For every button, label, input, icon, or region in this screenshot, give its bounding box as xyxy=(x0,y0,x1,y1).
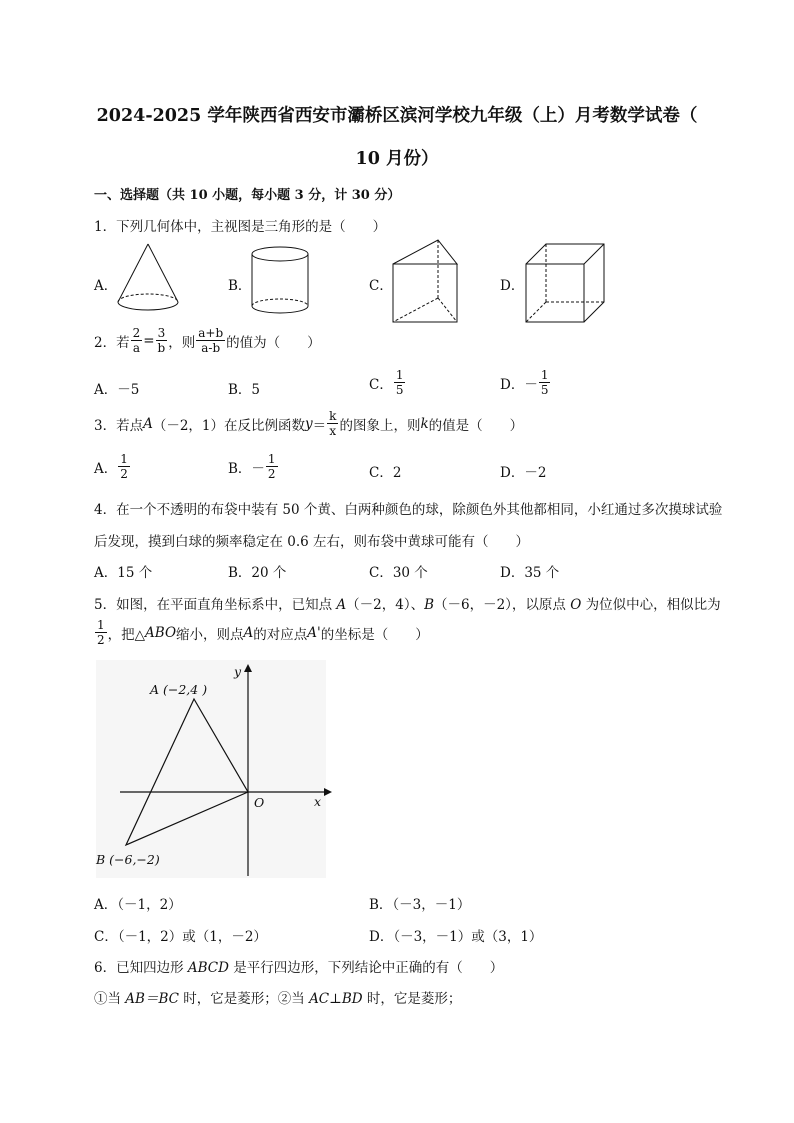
q3-option-b-label: B．－ xyxy=(228,460,265,477)
q2-option-d-num: 1 xyxy=(540,368,549,382)
q5-line1-mid2: （－6，－2），以原点 xyxy=(434,597,571,613)
q2-frac2-num: 3 xyxy=(157,326,166,340)
q3-point-a: A xyxy=(143,415,153,432)
q2-option-a: A．－5 xyxy=(94,382,140,398)
q5-option-b: B．（－3，－1） xyxy=(369,897,471,913)
q6-s2-pre: ②当 xyxy=(277,991,310,1007)
q5-ratio-den: 2 xyxy=(97,633,105,647)
q2-frac1-num: 2 xyxy=(132,326,141,340)
q3-option-a-den: 2 xyxy=(120,467,128,481)
q3-option-a-num: 1 xyxy=(120,452,128,466)
q5-label-x-axis: x xyxy=(314,794,322,809)
q5-label-point-a: A (−2,4 ) xyxy=(150,682,208,697)
question-3-stem xyxy=(94,410,523,437)
q5-line2-mid2: 的对应点 xyxy=(253,626,308,643)
q5-option-c: C．（－1，2）或（1，－2） xyxy=(94,929,267,945)
q5-point-a2: A xyxy=(243,624,254,641)
cube-figure xyxy=(520,238,610,328)
q6-s1-cond: AB＝BC xyxy=(125,991,179,1007)
q5-label-origin: O xyxy=(254,795,265,810)
q3-eq: ＝ xyxy=(312,417,327,434)
q5-point-a: A xyxy=(336,597,347,613)
q5-triangle-abo: ABO xyxy=(145,624,177,641)
q2-frac3-den: a-b xyxy=(201,341,221,355)
q6-s2-cond: AC⊥BD xyxy=(309,991,363,1007)
q6-s1-pre: ①当 xyxy=(94,991,126,1007)
q6-pre: 6．已知四边形 xyxy=(94,960,188,976)
q5-ratio-num: 1 xyxy=(97,618,105,632)
q5-line1-mid1: （－2，4）、 xyxy=(346,597,425,613)
q5-origin-o: O xyxy=(570,597,582,613)
section-heading: 一、选择题（共 10 小题，每小题 3 分，计 30 分） xyxy=(94,188,401,203)
prism-figure xyxy=(388,238,468,328)
q3-option-a xyxy=(94,453,131,480)
q2-eq: = xyxy=(143,332,155,349)
q4-option-c: C．30 个 xyxy=(369,565,428,581)
q3-option-b-den: 2 xyxy=(267,467,276,481)
q2-option-d xyxy=(500,369,551,396)
q2-option-c xyxy=(369,369,406,396)
q5-label-y-axis: y xyxy=(234,664,242,679)
q5-line1-post: 为位似中心，相似比为 xyxy=(581,597,721,613)
q2-pre: 2．若 xyxy=(94,334,130,351)
q5-line2-mid: 缩小，则点 xyxy=(176,626,244,643)
q5-option-d: D．（－3，－1）或（3，1） xyxy=(369,929,543,945)
question-4-line2: 后发现，摸到白球的频率稳定在 0.6 左右，则布袋中黄球可能有（ ） xyxy=(94,534,530,550)
question-1-stem: 1．下列几何体中，主视图是三角形的是（ ） xyxy=(94,219,387,235)
question-6-stem xyxy=(94,956,503,976)
q3-frac-num: k xyxy=(329,409,337,423)
q5-line2-pre: ，把△ xyxy=(107,626,146,643)
q2-post: 的值为（ ） xyxy=(226,334,321,351)
q3-option-b xyxy=(228,453,279,480)
q3-post: 的值是（ ） xyxy=(428,417,524,434)
question-2-stem xyxy=(94,327,321,354)
q3-frac-den: x xyxy=(329,424,337,438)
q2-option-c-label: C． xyxy=(369,376,393,393)
q5-option-a: A．（－1，2） xyxy=(94,897,182,913)
exam-title-line1: 2024-2025 学年陕西省西安市灞桥区滨河学校九年级（上）月考数学试卷（ xyxy=(96,106,698,126)
q6-post: 是平行四边形，下列结论中正确的有（ ） xyxy=(228,960,504,976)
q5-coordinate-figure xyxy=(96,660,336,880)
q3-option-a-label: A． xyxy=(94,460,118,477)
q2-option-d-label: D．－ xyxy=(500,376,538,393)
exam-title-line2: 10 月份） xyxy=(355,149,439,169)
q2-frac3-num: a+b xyxy=(198,326,224,340)
q4-option-b: B．20 个 xyxy=(228,565,287,581)
question-4-line1: 4．在一个不透明的布袋中装有 50 个黄、白两种颜色的球，除颜色外其他都相同，小红通过多次摸球试验 xyxy=(94,502,723,518)
q3-coords: （－2，1）在反比例函数 xyxy=(152,417,306,434)
q2-option-c-den: 5 xyxy=(395,383,404,397)
question-5-line1 xyxy=(94,593,721,613)
q1-option-d-label: D． xyxy=(500,278,525,294)
question-5-line2 xyxy=(94,619,429,646)
q3-mid: 的图象上，则 xyxy=(339,417,421,434)
q2-mid: ，则 xyxy=(168,334,196,351)
q5-line1-pre: 5．如图，在平面直角坐标系中，已知点 xyxy=(94,597,337,613)
q6-statements xyxy=(94,987,461,1007)
q1-option-c-label: C． xyxy=(369,278,393,294)
q3-option-d: D．－2 xyxy=(500,465,547,481)
q4-option-d: D．35 个 xyxy=(500,565,560,581)
q3-k: k xyxy=(420,415,429,432)
q4-option-a: A．15 个 xyxy=(94,565,153,581)
cone-figure xyxy=(110,240,190,320)
q2-option-d-den: 5 xyxy=(540,383,549,397)
q5-point-b: B xyxy=(424,597,434,613)
q3-pre: 3．若点 xyxy=(94,417,144,434)
q6-s1-post: 时，它是菱形； xyxy=(178,991,278,1007)
q5-line2-post: 的坐标是（ ） xyxy=(320,626,429,643)
q2-option-c-num: 1 xyxy=(395,368,404,382)
q3-option-c: C．2 xyxy=(369,465,402,481)
q2-option-b: B．5 xyxy=(228,382,261,398)
cylinder-figure xyxy=(247,244,317,319)
q2-frac1-den: a xyxy=(132,341,140,355)
q5-label-point-b: B (−6,−2) xyxy=(96,852,160,867)
q3-option-b-num: 1 xyxy=(267,452,276,466)
q1-option-b-label: B． xyxy=(228,278,252,294)
q5-point-a-prime: A' xyxy=(307,624,321,641)
q2-frac2-den: b xyxy=(157,341,166,355)
q6-abcd: ABCD xyxy=(187,960,229,976)
q6-s2-post: 时，它是菱形； xyxy=(362,991,462,1007)
q3-y: y xyxy=(305,415,313,432)
q1-option-a-label: A． xyxy=(94,278,118,294)
